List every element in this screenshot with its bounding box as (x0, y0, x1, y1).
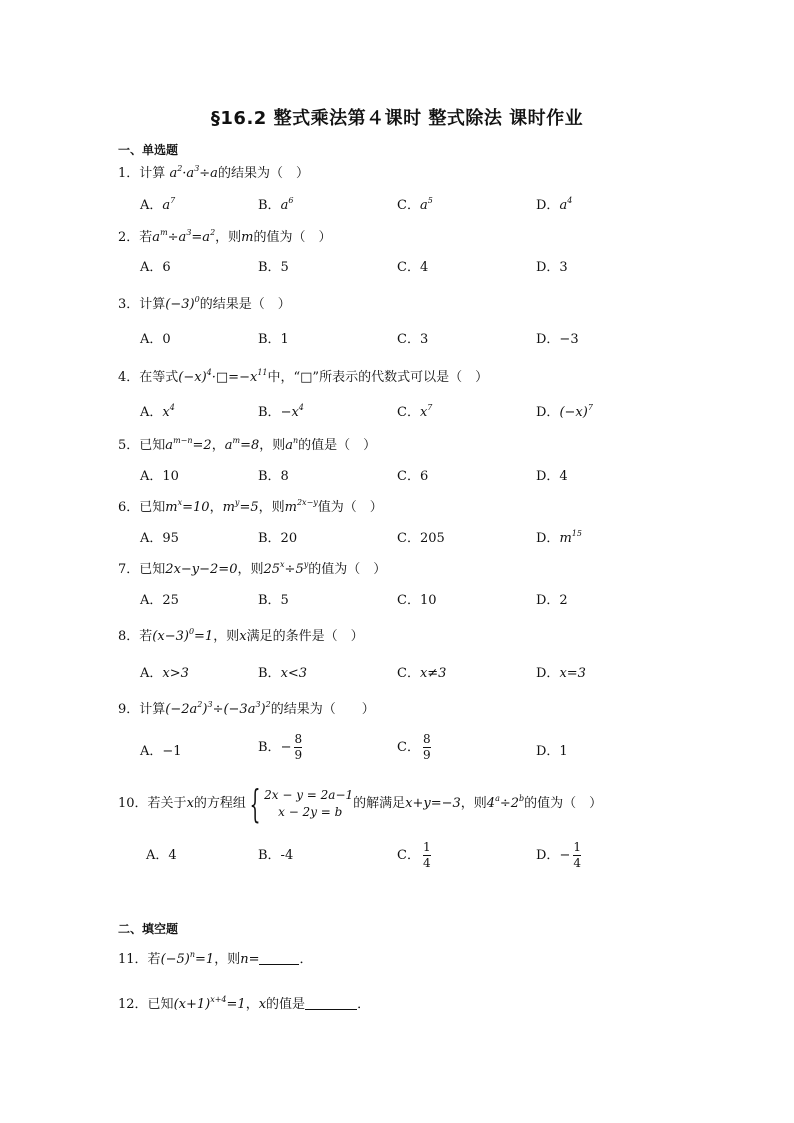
option-a[interactable]: A．$a^7$ (140, 196, 176, 213)
question-5: 5．已知$a^{m-n}=2$，$a^m=8$，则$a^n$的值是（ ） (118, 436, 377, 453)
question-10: 10．若关于x的方程组{ 2x − y = 2a−1 x − 2y = b 的解满足x+y=−3，则$4^a\div 2^b$的值为（ ） (118, 781, 603, 826)
answer-blank[interactable] (259, 950, 299, 965)
options-6 (0, 529, 794, 551)
options-3 (0, 330, 794, 352)
options-4 (0, 403, 794, 425)
option-c[interactable]: C． $\frac{1}{4}$ (397, 840, 431, 870)
question-11: 11．若$(-5)^n=1$，则n= ． (118, 950, 313, 967)
option-d[interactable]: D．1 (536, 744, 568, 759)
option-b[interactable]: B．x<3 (258, 666, 308, 681)
options-10 (0, 840, 794, 870)
question-7: 7．已知2x−y−2=0，则$25^x\div 5^y$的值为（ ） (118, 560, 387, 577)
math-expression: $m^x=10$ (165, 498, 210, 515)
math-expression: $a^m\div a^3=a^2$ (152, 228, 216, 245)
option-d[interactable]: D．4 (536, 469, 568, 484)
option-c[interactable]: C．$a^5$ (397, 196, 433, 213)
math-expression: $(x-3)^0=1$ (152, 627, 214, 644)
options-8 (0, 664, 794, 686)
math-expression: $(-5)^n=1$ (160, 950, 215, 967)
fraction: $\frac{8}{9}$ (294, 732, 303, 762)
option-b[interactable]: B．− $\frac{8}{9}$ (258, 732, 303, 762)
option-d[interactable]: D．− $\frac{1}{4}$ (536, 840, 581, 870)
math-expression: $(x+1)^{x+4}=1$ (173, 995, 246, 1012)
option-a[interactable]: A．−1 (140, 744, 182, 759)
option-a[interactable]: A．25 (140, 593, 179, 608)
question-9: 9．计算$(-2a^2)^3\div(-3a^3)^2$的结果为（ ） (118, 700, 375, 717)
option-b[interactable]: B．$-x^4$ (258, 403, 304, 420)
section-heading-single-choice: 一、单选题 (118, 143, 179, 157)
brace-icon: { (249, 781, 261, 826)
options-2 (0, 258, 794, 280)
answer-blank[interactable] (305, 995, 357, 1010)
option-a[interactable]: A．0 (140, 332, 171, 347)
option-d[interactable]: D．2 (536, 593, 568, 608)
option-c[interactable]: C．4 (397, 260, 429, 275)
option-a[interactable]: A．x>3 (140, 666, 189, 681)
option-a[interactable]: A．10 (140, 469, 179, 484)
math-expression: $(-2a^2)^3\div(-3a^3)^2$ (165, 700, 271, 717)
option-d[interactable]: D．3 (536, 260, 568, 275)
math-expression: $a^{m-n}=2$ (165, 436, 212, 453)
option-b[interactable]: B．5 (258, 260, 289, 275)
options-5 (0, 467, 794, 489)
option-a[interactable]: A．6 (140, 260, 171, 275)
option-a[interactable]: A．95 (140, 531, 179, 546)
question-1: 1．计算 $a^2\cdot a^3\div a$的结果为（ ） (118, 164, 309, 181)
option-b[interactable]: B．8 (258, 469, 289, 484)
options-9 (0, 732, 794, 762)
fraction: $\frac{1}{4}$ (573, 840, 581, 870)
question-8: 8．若$(x-3)^0=1$，则x满足的条件是（ ） (118, 627, 364, 644)
option-b[interactable]: B．-4 (258, 848, 294, 863)
section-heading-fill-in: 二、填空题 (118, 922, 179, 936)
option-b[interactable]: B．$a^6$ (258, 196, 294, 213)
math-expression: $(-x)^4\cdot□=-x^{11}$ (178, 368, 268, 385)
option-d[interactable]: D．−3 (536, 332, 579, 347)
question-6: 6．已知$m^x=10$，$m^y=5$，则$m^{2x-y}$值为（ ） (118, 498, 383, 515)
option-d[interactable]: D．$(-x)^7$ (536, 403, 593, 420)
option-c[interactable]: C．6 (397, 469, 429, 484)
option-c[interactable]: C．$x^7$ (397, 403, 433, 420)
option-c[interactable]: C． $\frac{8}{9}$ (397, 732, 431, 762)
fraction: $\frac{8}{9}$ (422, 732, 431, 762)
math-expression: 2x−y−2=0 (165, 562, 238, 577)
option-a[interactable]: A．$x^4$ (140, 403, 175, 420)
option-d[interactable]: D．$a^4$ (536, 196, 573, 213)
option-a[interactable]: A．4 (146, 848, 177, 863)
option-c[interactable]: C．10 (397, 593, 437, 608)
option-c[interactable]: C．205 (397, 531, 445, 546)
option-d[interactable]: D．$m^{15}$ (536, 529, 582, 546)
math-expression: $(-3)^0$ (165, 295, 200, 312)
question-2: 2．若$a^m\div a^3=a^2$，则m的值为（ ） (118, 228, 332, 245)
question-12: 12．已知$(x+1)^{x+4}=1$，x的值是 ． (118, 995, 371, 1012)
options-7 (0, 591, 794, 613)
question-3: 3．计算$(-3)^0$的结果是（ ） (118, 295, 291, 312)
options-1 (0, 196, 794, 218)
option-d[interactable]: D．x=3 (536, 666, 586, 681)
option-b[interactable]: B．5 (258, 593, 289, 608)
math-expression: $a^2\cdot a^3\div a$ (169, 164, 218, 181)
fraction: $\frac{1}{4}$ (422, 840, 431, 870)
option-b[interactable]: B．1 (258, 332, 289, 347)
option-c[interactable]: C．x≠3 (397, 666, 447, 681)
option-b[interactable]: B．20 (258, 531, 298, 546)
option-c[interactable]: C．3 (397, 332, 429, 347)
question-4: 4．在等式$(-x)^4\cdot□=-x^{11}$中，“□”所表示的代数式可以是（ ） (118, 368, 489, 385)
equation-system: 2x − y = 2a−1 x − 2y = b (264, 787, 354, 819)
page-title: §16.2 整式乘法第４课时 整式除法 课时作业 (210, 108, 584, 129)
